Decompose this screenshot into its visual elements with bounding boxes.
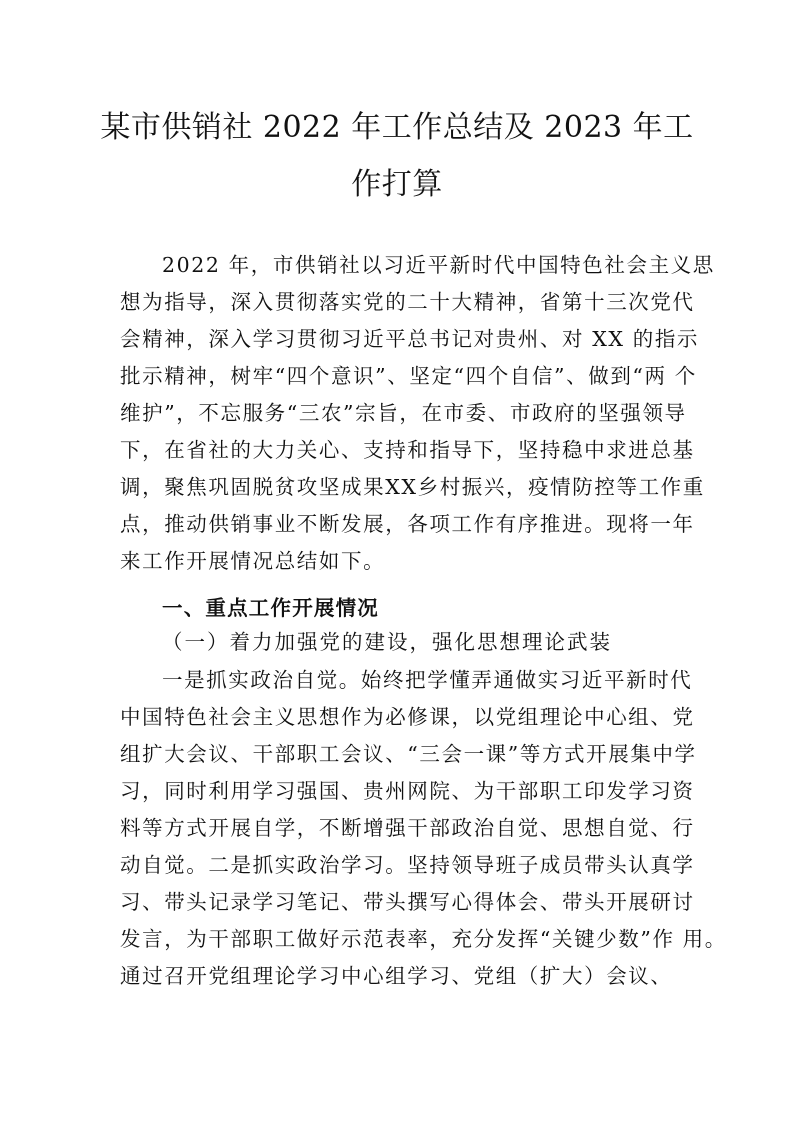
document-title-line-2: 作打算: [351, 167, 443, 202]
paragraph-line: 一是抓实政治自觉。始终把学懂弄通做实习近平新时代: [162, 668, 693, 692]
document-title-line-1: 某市供销社 2022 年工作总结及 2023 年工: [100, 110, 694, 145]
paragraph-line: 习，同时利用学习强国、贵州网院、为干部职工印发学习资: [120, 779, 695, 803]
paragraph-line: 中国特色社会主义思想作为必修课，以党组理论中心组、党: [120, 705, 695, 729]
paragraph-line: 想为指导，深入贯彻落实党的二十大精神，省第十三次党代: [120, 290, 695, 314]
paragraph-line: 批示精神，树牢“四个意识”、坚定“四个自信”、做到“两 个: [120, 364, 697, 388]
paragraph-line: 来工作开展情况总结如下。: [120, 549, 386, 573]
paragraph-line: 会精神，深入学习贯彻习近平总书记对贵州、对 XX 的指示: [120, 327, 700, 351]
paragraph-line: 习、带头记录学习笔记、带头撰写心得体会、带头开展研讨: [120, 890, 695, 914]
paragraph-line: 料等方式开展自学，不断增强干部政治自觉、思想自觉、行: [120, 816, 695, 840]
paragraph-line: 动自觉。二是抓实政治学习。坚持领导班子成员带头认真学: [120, 853, 695, 877]
paragraph-line: 下，在省社的大力关心、支持和指导下，坚持稳中求进总基: [120, 438, 695, 462]
subsection-heading: （一）着力加强党的建设，强化思想理论武装: [162, 630, 612, 654]
paragraph-line: 通过召开党组理论学习中心组学习、党组（扩大）会议、: [120, 964, 673, 988]
paragraph-line: 发言，为干部职工做好示范表率，充分发挥“关键少数”作 用。: [120, 927, 727, 951]
paragraph-line: 组扩大会议、干部职工会议、“三会一课”等方式开展集中学: [120, 742, 697, 766]
paragraph-line: 维护”，不忘服务“三农”宗旨，在市委、市政府的坚强领导: [120, 401, 687, 425]
paragraph-line: 点，推动供销事业不断发展，各项工作有序推进。现将一年: [120, 512, 695, 536]
paragraph-line: 2022 年，市供销社以习近平新时代中国特色社会主义思: [162, 253, 715, 277]
section-heading: 一、重点工作开展情况: [162, 596, 379, 620]
paragraph-line: 调，聚焦巩固脱贫攻坚成果XX乡村振兴，疫情防控等工作重: [120, 475, 705, 499]
